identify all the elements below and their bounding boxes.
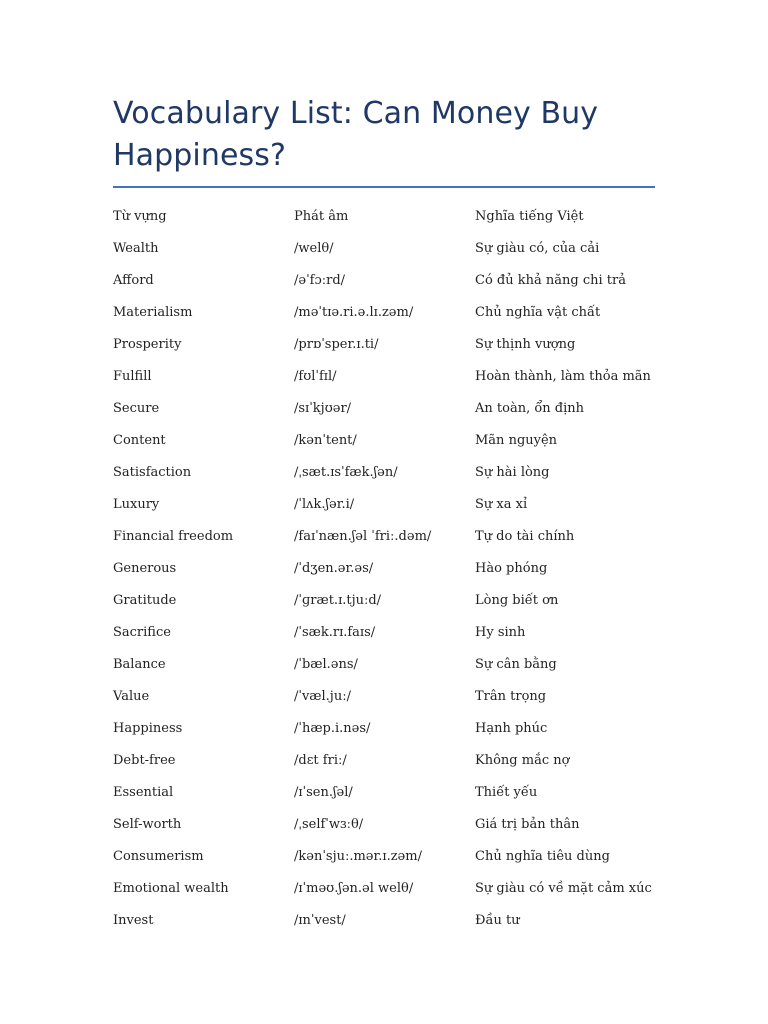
vocab-pronunciation: /ˈɡræt.ɪ.tjuːd/: [294, 592, 382, 608]
vocab-meaning: Hạnh phúc: [475, 720, 548, 736]
vocab-pronunciation: /ˌsæt.ɪsˈfæk.ʃən/: [294, 464, 398, 480]
vocab-meaning: Đầu tư: [475, 912, 520, 928]
vocab-word: Fulfill: [113, 368, 152, 384]
vocab-word: Value: [113, 688, 150, 704]
vocab-pronunciation: /ˌselfˈwɜːθ/: [294, 816, 364, 832]
vocab-meaning: Sự giàu có, của cải: [475, 240, 600, 256]
vocab-meaning: Hoàn thành, làm thỏa mãn: [475, 368, 651, 384]
vocab-pronunciation: /məˈtɪə.ri.ə.lɪ.zəm/: [294, 304, 414, 320]
vocabulary-table-body: [113, 200, 655, 936]
vocab-meaning: Thiết yếu: [475, 784, 538, 800]
vocab-word: Self-worth: [113, 816, 182, 832]
table-row: [113, 776, 655, 808]
table-header-row: [113, 200, 655, 232]
vocab-word: Afford: [113, 272, 154, 288]
vocab-pronunciation: /ɪˈməʊ.ʃən.əl welθ/: [294, 880, 414, 896]
page-title: Vocabulary List: Can Money Buy Happiness?: [113, 96, 599, 173]
table-row: [113, 360, 655, 392]
vocab-pronunciation: /fʊlˈfɪl/: [294, 368, 337, 384]
vocab-pronunciation: /prɒˈsper.ɪ.ti/: [294, 336, 379, 352]
table-row: [113, 744, 655, 776]
vocab-meaning: Hy sinh: [475, 624, 526, 640]
vocab-pronunciation: /dɛt friː/: [294, 752, 347, 768]
table-row: [113, 808, 655, 840]
vocab-meaning: Có đủ khả năng chi trả: [475, 272, 626, 288]
table-row: [113, 712, 655, 744]
vocab-word: Sacrifice: [113, 624, 171, 640]
vocab-pronunciation: /ɪnˈvest/: [294, 912, 346, 928]
table-row: [113, 488, 655, 520]
vocab-word: Balance: [113, 656, 166, 672]
vocab-meaning: Chủ nghĩa vật chất: [475, 304, 601, 320]
vocab-pronunciation: /ˈdʒen.ər.əs/: [294, 560, 374, 576]
table-row: [113, 680, 655, 712]
vocab-word: Essential: [113, 784, 174, 800]
vocab-meaning: Trân trọng: [475, 688, 547, 704]
title-underline: [113, 186, 655, 188]
table-row: [113, 584, 655, 616]
header-pronunciation: Phát âm: [294, 208, 349, 224]
vocab-meaning: Tự do tài chính: [475, 528, 575, 544]
vocab-pronunciation: /welθ/: [294, 240, 334, 256]
vocab-meaning: Mãn nguyện: [475, 432, 558, 448]
table-row: [113, 424, 655, 456]
vocab-meaning: Sự hài lòng: [475, 464, 550, 480]
table-row: [113, 328, 655, 360]
vocab-pronunciation: /ˈvæl.juː/: [294, 688, 351, 704]
table-row: [113, 648, 655, 680]
vocab-pronunciation: /əˈfɔːrd/: [294, 272, 346, 288]
vocab-word: Emotional wealth: [113, 880, 229, 896]
vocab-pronunciation: /kənˈsjuː.mər.ɪ.zəm/: [294, 848, 422, 864]
vocab-meaning: Không mắc nợ: [475, 752, 570, 768]
table-row: [113, 616, 655, 648]
table-row: [113, 872, 655, 904]
vocab-meaning: Giá trị bản thân: [475, 816, 580, 832]
table-row: [113, 552, 655, 584]
table-row: [113, 264, 655, 296]
vocab-pronunciation: /ˈlʌk.ʃər.i/: [294, 496, 355, 512]
vocabulary-table: [113, 200, 655, 936]
vocab-word: Consumerism: [113, 848, 204, 864]
vocab-pronunciation: /kənˈtent/: [294, 432, 357, 448]
vocab-pronunciation: /ˈbæl.əns/: [294, 656, 358, 672]
vocab-word: Invest: [113, 912, 154, 928]
vocab-word: Prosperity: [113, 336, 182, 352]
table-row: [113, 840, 655, 872]
header-meaning: Nghĩa tiếng Việt: [475, 208, 584, 224]
vocab-meaning: Sự xa xỉ: [475, 496, 528, 512]
table-row: [113, 520, 655, 552]
vocab-word: Generous: [113, 560, 177, 576]
vocab-word: Satisfaction: [113, 464, 192, 480]
vocab-word: Luxury: [113, 496, 160, 512]
vocab-word: Debt-free: [113, 752, 176, 768]
vocab-meaning: Sự thịnh vượng: [475, 336, 576, 352]
vocab-meaning: Chủ nghĩa tiêu dùng: [475, 848, 610, 864]
vocab-pronunciation: /ɪˈsen.ʃəl/: [294, 784, 353, 800]
vocab-word: Happiness: [113, 720, 183, 736]
vocab-pronunciation: /faɪˈnæn.ʃəl ˈfriː.dəm/: [294, 528, 432, 544]
table-row: [113, 456, 655, 488]
vocab-meaning: Sự cân bằng: [475, 656, 557, 672]
vocab-word: Wealth: [113, 240, 159, 256]
vocab-word: Content: [113, 432, 166, 448]
vocab-meaning: Sự giàu có về mặt cảm xúc: [475, 880, 652, 896]
vocab-word: Materialism: [113, 304, 193, 320]
vocab-pronunciation: /ˈhæp.i.nəs/: [294, 720, 371, 736]
document-page: [113, 0, 655, 936]
vocab-word: Financial freedom: [113, 528, 234, 544]
vocab-word: Gratitude: [113, 592, 177, 608]
vocab-word: Secure: [113, 400, 160, 416]
vocab-meaning: Hào phóng: [475, 560, 548, 576]
vocab-meaning: An toàn, ổn định: [475, 400, 585, 416]
vocab-pronunciation: /sɪˈkjʊər/: [294, 400, 352, 416]
table-row: [113, 232, 655, 264]
vocab-meaning: Lòng biết ơn: [475, 592, 559, 608]
vocab-pronunciation: /ˈsæk.rɪ.faɪs/: [294, 624, 376, 640]
table-row: [113, 392, 655, 424]
table-row: [113, 904, 655, 936]
header-word: Từ vựng: [113, 208, 167, 224]
table-row: [113, 296, 655, 328]
